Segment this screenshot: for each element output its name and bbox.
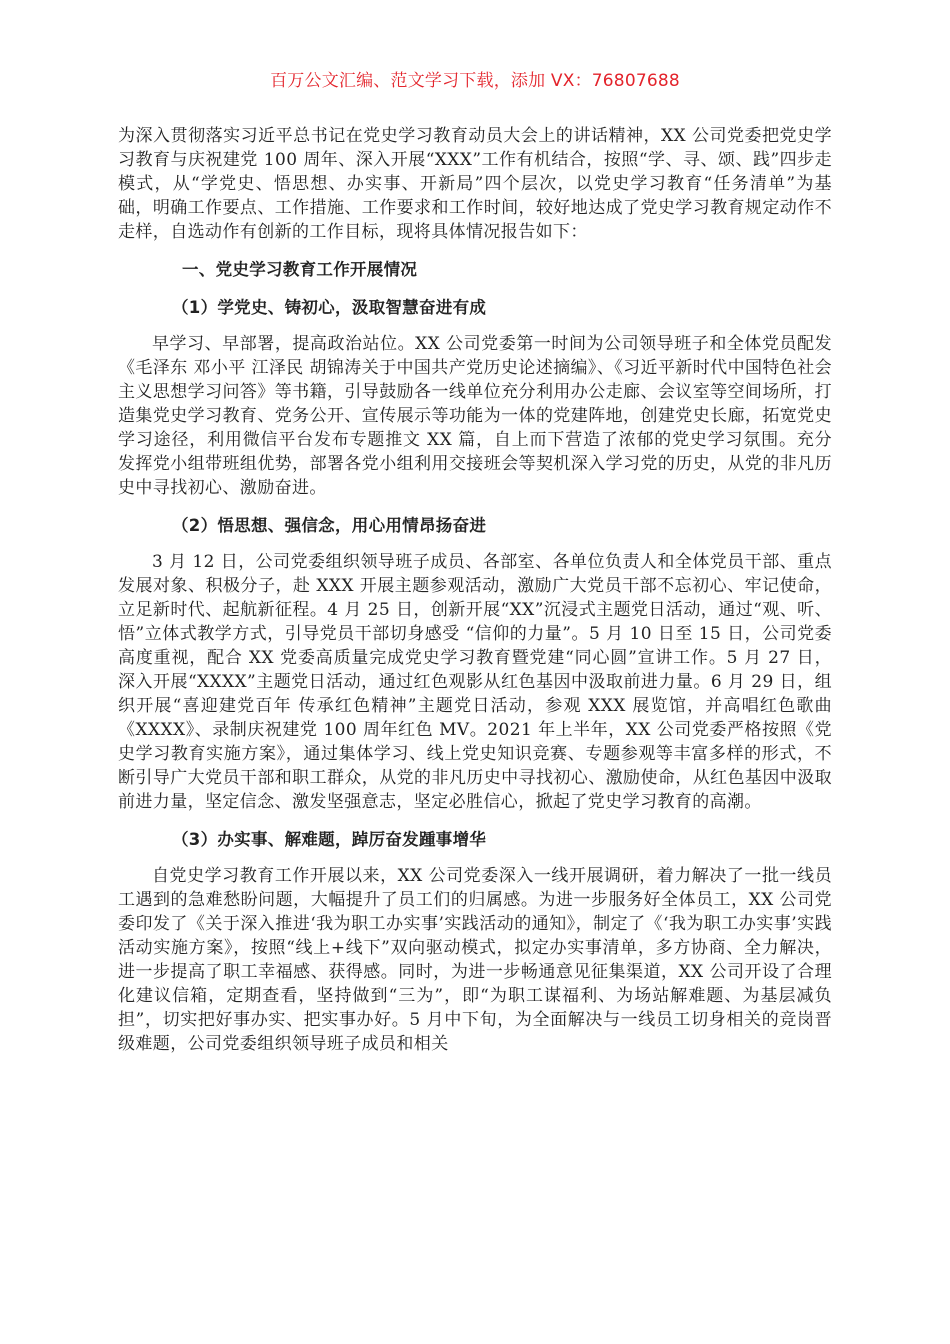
document-body [118,124,832,1056]
section-heading: 一、党史学习教育工作开展情况 [182,260,418,279]
subsection-heading-3: （3）办实事、解难题，踔厉奋发踵事增华 [172,830,487,849]
subsection-body-3: 自党史学习教育工作开展以来，XX 公司党委深入一线开展调研，着力解决了一批一线员工遇到的急难愁盼问题，大幅提升了员工们的归属感。为进一步服务好全体员工，XX 公司党委印发了《关于深入推进‘我为职工办实事’实践活动的通知》，制定了《‘我为职工办实事’实践活动实施方案》，按照“线上+线下”双向驱动模式，拟定办实事清单，多方协商、全力解决，进一步提高了职工幸福感、获得感。同时，为进一步畅通意见征集渠道，XX 公司开设了合理化建议信箱，定期查看，坚持做到“三为”，即“为职工谋福利、为场站解难题、为基层减负担”，切实把好事办实、把实事办好。5 月中下旬，为全面解决与一线员工切身相关的竞岗晋级难题，公司党委组织领导班子成员和相关 [118,866,832,1054]
subsection-body-1: 早学习、早部署，提高政治站位。XX 公司党委第一时间为公司领导班子和全体党员配发《毛泽东 邓小平 江泽民 胡锦涛关于中国共产党历史论述摘编》、《习近平新时代中国特色社会主义思想学习问答》等书籍，引导鼓励各一线单位充分利用办公走廊、会议室等空间场所，打造集党史学习教育、党务公开、宣传展示等功能为一体的党建阵地，创建党史长廊，拓宽党史学习途径，利用微信平台发布专题推文 XX 篇，自上而下营造了浓郁的党史学习氛围。充分发挥党小组带班组优势，部署各党小组利用交接班会等契机深入学习党的历史，从党的非凡历史中寻找初心、激励奋进。 [118,334,832,498]
subsection-body-2: 3 月 12 日，公司党委组织领导班子成员、各部室、各单位负责人和全体党员干部、重点发展对象、积极分子，赴 XXX 开展主题参观活动，激励广大党员干部不忘初心、牢记使命，立足新时代、起航新征程。4 月 25 日，创新开展“XX”沉浸式主题党日活动，通过“观、听、悟”立体式教学方式，引导党员干部切身感受 “信仰的力量”。5 月 10 日至 15 日，公司党委高度重视，配合 XX 党委高质量完成党史学习教育暨党建“同心圆”宣讲工作。5 月 27 日，深入开展“XXXX”主题党日活动，通过红色观影从红色基因中汲取前进力量。6 月 29 日，组织开展“喜迎建党百年 传承红色精神”主题党日活动，参观 XXX 展览馆，并高唱红色歌曲《XXXX》、录制庆祝建党 100 周年红色 MV。2021 年上半年，XX 公司党委严格按照《党史学习教育实施方案》，通过集体学习、线上党史知识竞赛、专题参观等丰富多样的形式，不断引导广大党员干部和职工群众，从党的非凡历史中寻找初心、激励使命，从红色基因中汲取前进力量，坚定信念、激发坚强意志，坚定必胜信心，掀起了党史学习教育的高潮。 [118,552,832,812]
intro-paragraph: 为深入贯彻落实习近平总书记在党史学习教育动员大会上的讲话精神，XX 公司党委把党史学习教育与庆祝建党 100 周年、深入开展“XXX”工作有机结合，按照“学、寻、颂、践”四步走模式，从“学党史、悟思想、办实事、开新局”四个层次，以党史学习教育“任务清单”为基础，明确工作要点、工作措施、工作要求和工作时间，较好地达成了党史学习教育规定动作不走样，自选动作有创新的工作目标，现将具体情况报告如下： [118,126,832,242]
subsection-heading-1: （1）学党史、铸初心，汲取智慧奋进有成 [172,298,487,317]
subsection-heading-2: （2）悟思想、强信念，用心用情昂扬奋进 [172,516,487,535]
download-banner: 百万公文汇编、范文学习下载，添加 VX：76807688 [270,71,680,91]
